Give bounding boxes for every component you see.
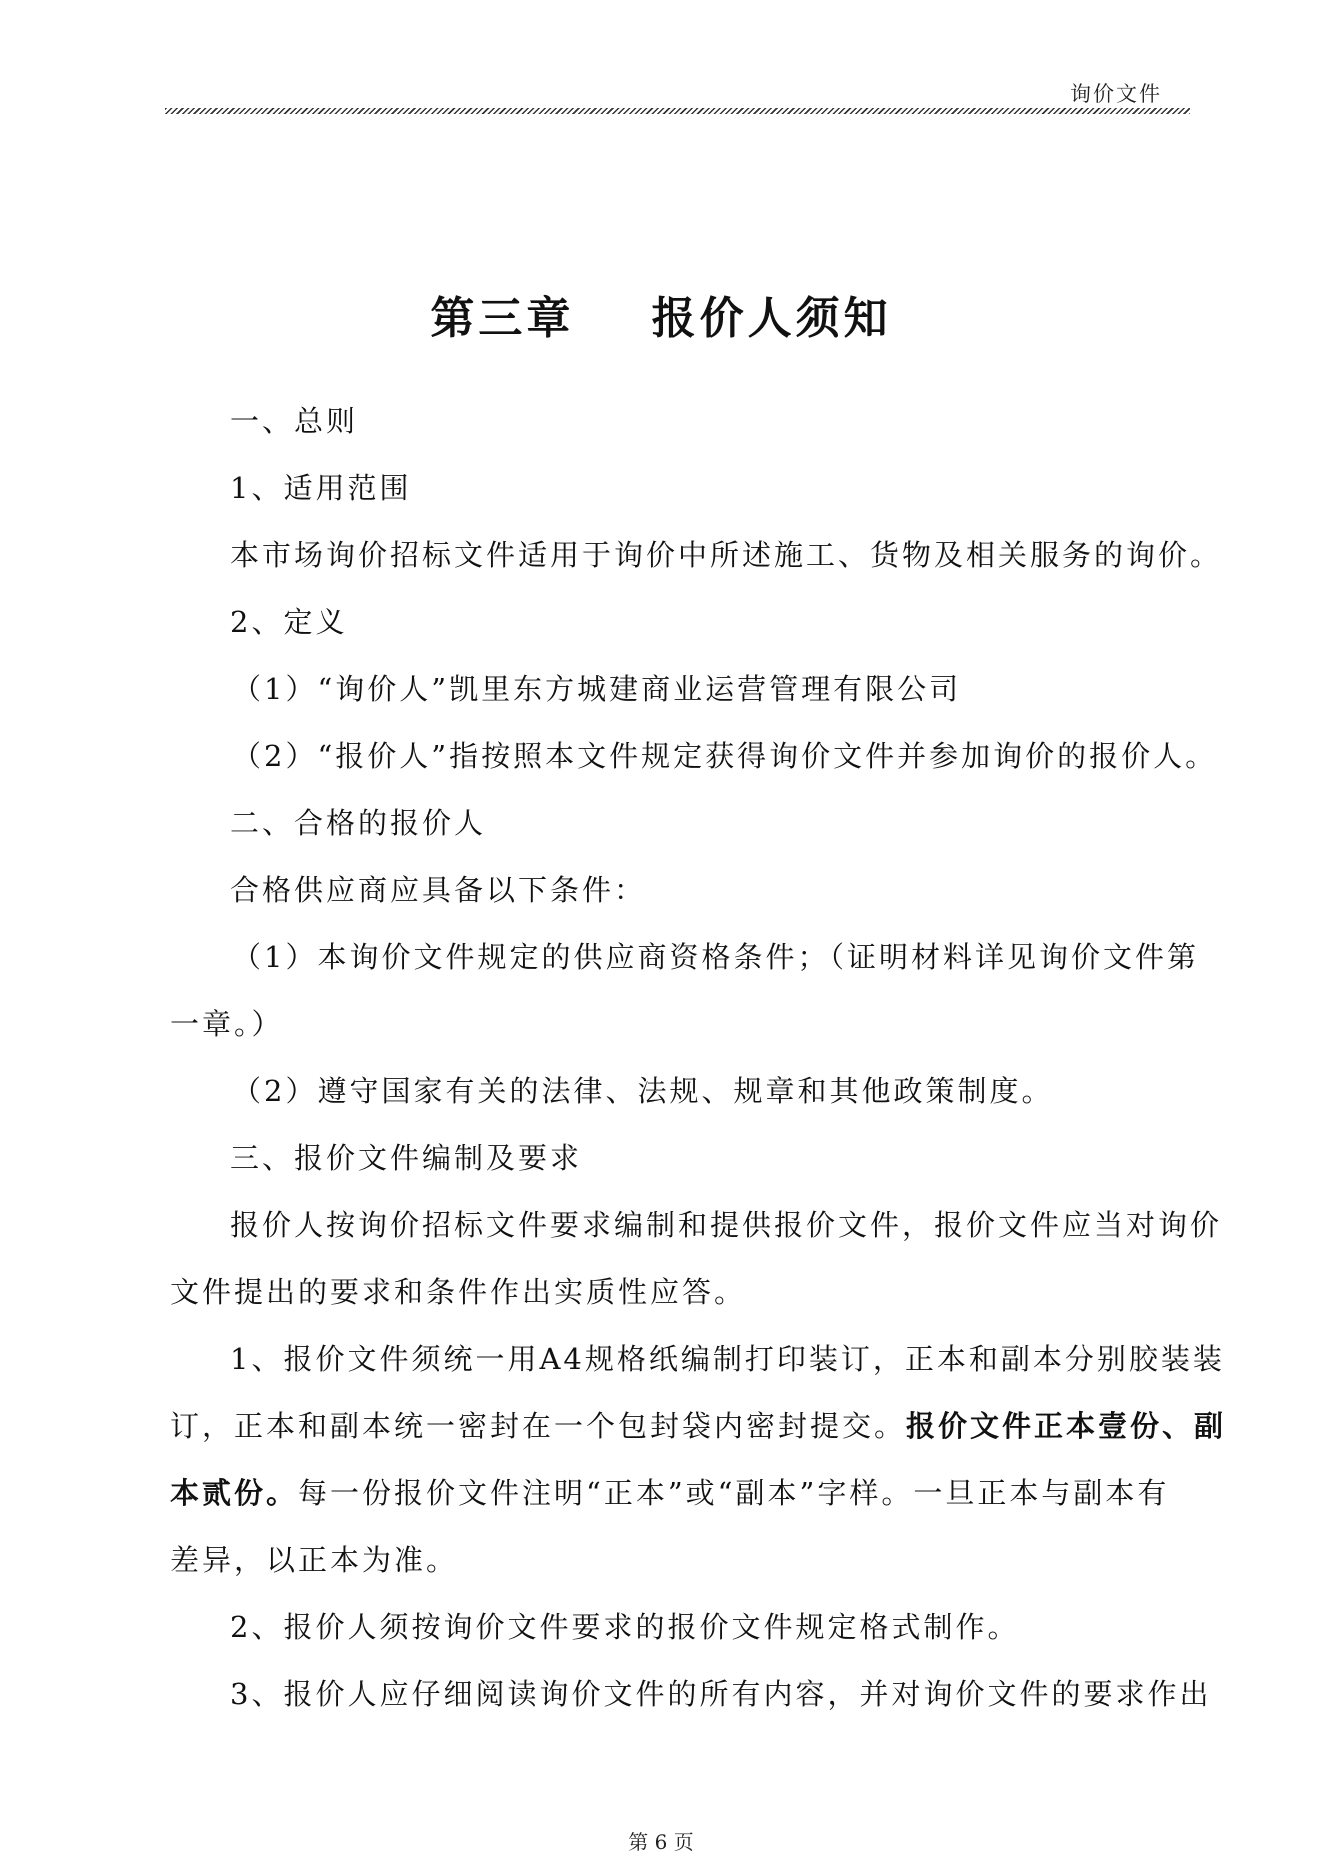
paragraph-continuation: 文件提出的要求和条件作出实质性应答。 <box>170 1275 747 1309</box>
bold-text: 报价文件正本壹份、副 <box>906 1409 1227 1443</box>
section-heading-preparation: 三、报价文件编制及要求 <box>230 1141 583 1175</box>
paragraph: 本市场询价招标文件适用于询价中所述施工、货物及相关服务的询价。 <box>230 538 1223 572</box>
text-run: 每一份报价文件注明“正本”或“副本”字样。一旦正本与副本有 <box>298 1476 1170 1510</box>
header-rule <box>165 108 1190 114</box>
paragraph: 报价人按询价招标文件要求编制和提供报价文件，报价文件应当对询价 <box>230 1208 1223 1242</box>
list-item: （1）本询价文件规定的供应商资格条件；（证明材料详见询价文件第 <box>232 940 1199 974</box>
paragraph: 合格供应商应具备以下条件： <box>230 873 647 907</box>
paragraph-continuation: 差异，以正本为准。 <box>170 1543 459 1577</box>
section-heading-qualified: 二、合格的报价人 <box>230 806 487 840</box>
clause-scope-heading: 1、适用范围 <box>230 471 412 505</box>
list-item: （2）遵守国家有关的法律、法规、规章和其他政策制度。 <box>232 1074 1054 1108</box>
paragraph: 3、报价人应仔细阅读询价文件的所有内容，并对询价文件的要求作出 <box>230 1677 1212 1711</box>
list-item: （1）“询价人”凯里东方城建商业运营管理有限公司 <box>232 672 962 706</box>
bold-text: 本贰份。 <box>170 1476 299 1510</box>
text-run: 订，正本和副本统一密封在一个包封袋内密封提交。 <box>170 1409 907 1443</box>
list-item-continuation: 一章。） <box>170 1007 284 1041</box>
paragraph: 2、报价人须按询价文件要求的报价文件规定格式制作。 <box>230 1610 1020 1644</box>
chapter-title: 第三章 报价人须知 <box>430 293 892 344</box>
paragraph: 1、报价文件须统一用A4规格纸编制打印装订，正本和副本分别胶装装 <box>230 1342 1225 1376</box>
header-label: 询价文件 <box>1070 82 1162 106</box>
clause-definition-heading: 2、定义 <box>230 605 348 639</box>
page-number: 第 6 页 <box>628 1830 694 1854</box>
paragraph-continuation <box>170 1460 1169 1527</box>
list-item: （2）“报价人”指按照本文件规定获得询价文件并参加询价的报价人。 <box>232 739 1218 773</box>
paragraph-continuation <box>170 1393 1226 1460</box>
section-heading-general: 一、总则 <box>230 404 359 438</box>
